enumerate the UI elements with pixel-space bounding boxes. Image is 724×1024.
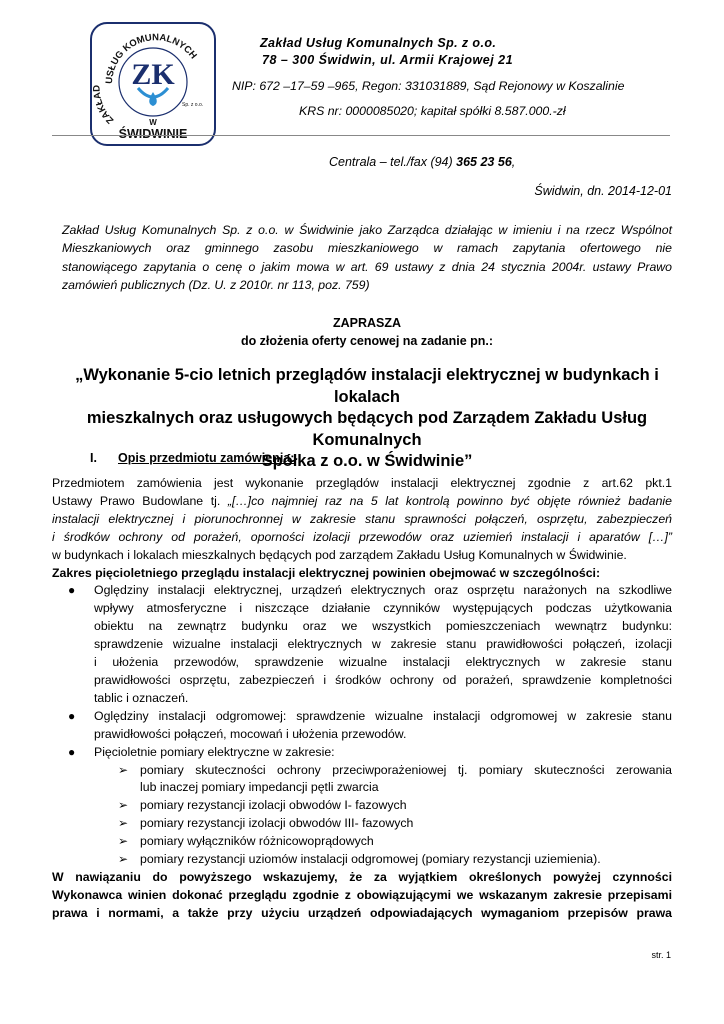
body-line-plain: Ustawy Prawo Budowlane tj. xyxy=(52,493,228,508)
sub-item xyxy=(52,762,672,798)
sub-item xyxy=(52,797,672,815)
invitation-subline: do złożenia oferty cenowej na zadanie pn.: xyxy=(240,334,494,348)
logo-arc-left-text: ZAKŁAD xyxy=(91,84,117,126)
header-divider xyxy=(52,135,670,136)
closing-line: Wykonawca winien dokonać przeglądu zgodnie z obowiązującymi we wskazanym zakresie przepisami xyxy=(52,887,672,902)
arrow-bullet-icon: ➢ xyxy=(118,762,129,777)
centrala-label: Centrala – tel./fax (94) xyxy=(329,155,457,169)
sub-item-line: pomiary rezystancji izolacji obwodów I- fazowych xyxy=(140,798,407,813)
task-title-line: Spółka z o.o. w Świdwinie” xyxy=(261,452,473,470)
sub-item-line: lub inaczej pomiary impedancji pętli zwarcia xyxy=(140,780,379,795)
arrow-bullet-icon: ➢ xyxy=(118,834,129,849)
body-line: instalacji elektrycznej i piorunochronnej w zakresie stanu sprawności połączeń, osprzętu, zabezpieczeń xyxy=(52,511,672,526)
page-number: str. 1 xyxy=(651,950,671,960)
logo-city: ŚWIDWINIE xyxy=(118,127,188,141)
bullet-line: tablic i oznaczeń. xyxy=(94,690,189,705)
intro-paragraph xyxy=(62,221,672,295)
sub-item xyxy=(52,815,672,833)
body-line: w budynkach i lokalach mieszkalnych będących pod zarządem Zakładu Usług Komunalnych w Świdwinie. xyxy=(52,547,627,562)
bullet-line: Oględziny instalacji odgromowej: sprawdzenie wizualne instalacji odgromowej w zakresie stanu xyxy=(94,708,672,723)
closing-line: W nawiązaniu do powyższego wskazujemy, że za wyjątkiem określonych powyżej czynności xyxy=(52,869,672,884)
invitation-heading: ZAPRASZA xyxy=(332,316,402,330)
section-heading xyxy=(90,451,294,465)
company-name: Zakład Usług Komunalnych Sp. z o.o. xyxy=(260,36,497,50)
bullet-line: prawidłowości osprzętu, zabezpieczeń i środków ochrony od porażeń, sprawdzenie kompletności xyxy=(94,672,672,687)
intro-line: Mieszkaniowych oraz gminnego zasobu mieszkaniowego w ramach zapytania ofertowego nie xyxy=(62,241,672,256)
bullet-dot-icon: ● xyxy=(68,583,76,598)
bullet-dot-icon: ● xyxy=(68,708,76,723)
company-address: 78 – 300 Świdwin, ul. Armii Krajowej 21 xyxy=(262,53,514,67)
body-line-quote: „[…]co najmniej raz na 5 lat kontrolą powinno być objęte również badanie xyxy=(227,493,672,508)
logo-sp-zoo: Sp. z o.o. xyxy=(182,102,204,108)
bullet-line: wpływy atmosferyczne i niszczące działanie czynników występujących podczas użytkowania xyxy=(94,601,672,616)
bullet-dot-icon: ● xyxy=(68,744,76,759)
centrala-phone xyxy=(329,155,515,169)
invitation-block xyxy=(62,314,672,350)
task-title-line: mieszkalnych oraz usługowych będących pod Zarządem Zakładu Usług Komunalnych xyxy=(86,409,648,449)
scope-heading: Zakres pięcioletniego przeglądu instalacji elektrycznej powinien obejmować w szczególności: xyxy=(52,565,601,580)
company-krs: KRS nr: 0000085020; kapitał spółki 8.587.000.-zł xyxy=(299,104,566,118)
closing-line: prawa i normami, a także przy użyciu urządzeń odpowiadających wymaganiom przepisów prawa xyxy=(52,905,672,920)
document-date: Świdwin, dn. 2014-12-01 xyxy=(534,184,672,198)
company-logo xyxy=(90,22,216,146)
body-line xyxy=(52,493,672,511)
body-line: Przedmiotem zamówienia jest wykonanie przeglądów instalacji elektrycznej zgodnie z art.62 pkt.1 xyxy=(52,476,672,490)
intro-line: Zakład Usług Komunalnych Sp. z o.o. w Świdwinie jako Zarządca działając w imieniu i na rzecz Wspólnot xyxy=(62,223,672,237)
sub-item xyxy=(52,833,672,851)
sub-item xyxy=(52,851,672,869)
bullet-item xyxy=(52,708,672,744)
task-title-line: „Wykonanie 5-cio letnich przeglądów instalacji elektrycznej w budynkach i lokalach xyxy=(75,366,659,406)
sub-item-line: pomiary rezystancji uziomów instalacji odgromowej (pomiary rezystancji uziemienia). xyxy=(140,852,601,867)
bullet-item xyxy=(52,582,672,707)
bullet-item xyxy=(52,744,672,762)
bullet-line: sprawdzenie wizualne instalacji elektrycznych w zakresie stanu prawidłowości połączeń, izolacji xyxy=(94,637,672,652)
intro-line: stanowiącego zapytania o cenę o jakim mowa w art. 69 ustawy z dnia 24 stycznia 2004r. ustawy Prawo xyxy=(62,259,672,274)
arrow-bullet-icon: ➢ xyxy=(118,798,129,813)
arrow-bullet-icon: ➢ xyxy=(118,816,129,831)
centrala-suffix: , xyxy=(511,155,516,169)
intro-line: zamówień publicznych (Dz. U. z 2010r. nr 113, poz. 759) xyxy=(62,278,370,293)
section-number: I. xyxy=(90,451,97,465)
company-nip-regon: NIP: 672 –17–59 –965, Regon: 331031889, Sąd Rejonowy w Koszalinie xyxy=(232,79,625,93)
sub-item-line: pomiary wyłączników różnicowoprądowych xyxy=(140,834,374,849)
logo-w: W xyxy=(149,118,157,127)
bullet-line: Pięcioletnie pomiary elektryczne w zakresie: xyxy=(94,744,335,759)
section-title: Opis przedmiotu zamówienia: xyxy=(118,451,295,465)
sub-item-line: pomiary skuteczności ochrony przeciwporażeniowej tj. pomiary skuteczności zerowania xyxy=(140,762,672,777)
bullet-line: prawidłowości połączeń, mocowań i ułożenia przewodów. xyxy=(94,726,407,741)
logo-zk-mark: ZK xyxy=(131,58,175,91)
bullet-line: obiektu na zewnątrz budynku oraz we wszystkich pomieszczeniach wewnątrz budynku: xyxy=(94,619,672,634)
bullet-line: i ułożenia przewodów, sprawdzenie wizualne instalacji elektrycznych w zakresie stanu xyxy=(94,655,672,670)
sub-item-line: pomiary rezystancji izolacji obwodów III- fazowych xyxy=(140,816,414,831)
arrow-bullet-icon: ➢ xyxy=(118,852,129,867)
bullet-line: Oględziny instalacji elektrycznej, urządzeń elektrycznych oraz osprzętu narażonych na szkodliwe xyxy=(94,583,672,598)
logo-arc-top-text: USŁUG KOMUNALNYCH xyxy=(103,32,199,85)
section-body xyxy=(52,475,672,923)
centrala-number: 365 23 56 xyxy=(456,155,512,169)
body-line: i środków ochrony od porażeń, oporności izolacji przewodów oraz uziemień instalacji i aparatów […]” xyxy=(52,529,672,544)
